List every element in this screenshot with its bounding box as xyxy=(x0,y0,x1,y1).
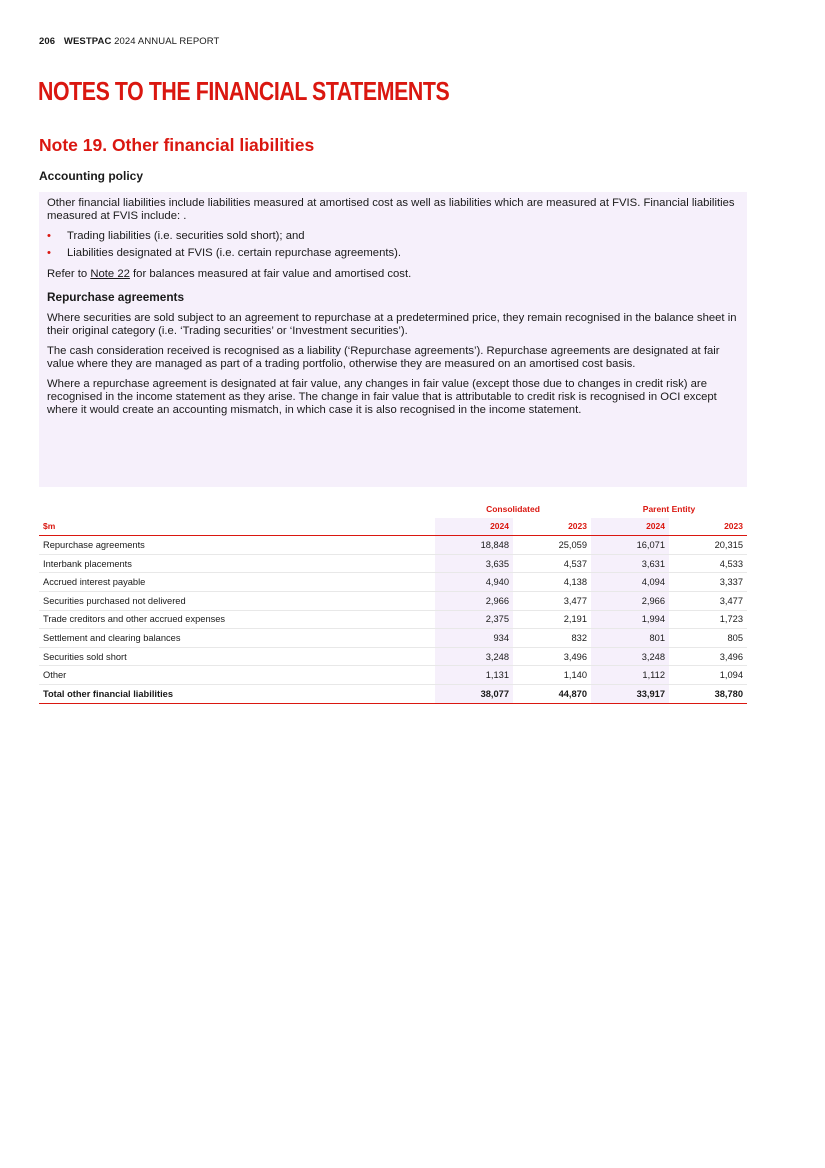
group-consolidated: Consolidated xyxy=(486,503,540,514)
bullet-icon: • xyxy=(47,247,51,259)
cell-value: 4,940 xyxy=(435,573,513,592)
empty-header-cell xyxy=(39,500,435,518)
cell-value: 1,131 xyxy=(435,666,513,685)
cell-value: 3,248 xyxy=(591,647,669,666)
row-label: Other xyxy=(39,666,435,685)
repo-paragraph: The cash consideration received is recognised as a liability (‘Repurchase agreements’). Repurchase agreements are designated at fair value where they are managed as part of a trading portfolio, otherwise they are measured on an amortised cost basis. xyxy=(47,345,720,370)
total-value: 33,917 xyxy=(591,684,669,703)
financial-liabilities-table xyxy=(39,500,747,704)
cell-value: 4,533 xyxy=(669,554,747,573)
cell-value: 4,138 xyxy=(513,573,591,592)
total-label: Total other financial liabilities xyxy=(39,684,435,703)
list-item xyxy=(47,230,739,243)
group-parent-entity: Parent Entity xyxy=(642,503,696,514)
note-title: Note 19. Other financial liabilities xyxy=(39,135,315,155)
cell-value: 3,337 xyxy=(669,573,747,592)
bullet-text: Trading liabilities (i.e. securities sold short); and xyxy=(67,230,305,242)
table-row xyxy=(39,666,747,685)
row-label: Securities sold short xyxy=(39,647,435,666)
table-row xyxy=(39,554,747,573)
repo-paragraph: Where securities are sold subject to an agreement to repurchase at a predetermined price, they remain recognised in the balance sheet in their original category (i.e. ‘Trading securities’ or ‘Investment securities’). xyxy=(47,312,737,337)
cell-value: 2,191 xyxy=(513,610,591,629)
refer-after: for balances measured at fair value and amortised cost. xyxy=(129,268,412,280)
page-number: 206 xyxy=(39,36,56,47)
cell-value: 2,375 xyxy=(435,610,513,629)
table-row xyxy=(39,573,747,592)
cell-value: 934 xyxy=(435,629,513,648)
table-row xyxy=(39,610,747,629)
cell-value: 25,059 xyxy=(513,536,591,555)
cell-value: 4,537 xyxy=(513,554,591,573)
page-header xyxy=(39,36,219,47)
section-title: NOTES TO THE FINANCIAL STATEMENTS xyxy=(38,76,450,106)
bullet-icon: • xyxy=(47,230,51,242)
year-header: 2023 xyxy=(513,518,591,536)
unit-header: $m xyxy=(39,518,435,536)
cell-value: 20,315 xyxy=(669,536,747,555)
table-row xyxy=(39,536,747,555)
row-label: Securities purchased not delivered xyxy=(39,591,435,610)
repo-heading: Repurchase agreements xyxy=(47,290,185,304)
table-row xyxy=(39,647,747,666)
bullet-text: Liabilities designated at FVIS (i.e. certain repurchase agreements). xyxy=(67,247,402,259)
cell-value: 4,094 xyxy=(591,573,669,592)
cell-value: 2,966 xyxy=(591,591,669,610)
cell-value: 805 xyxy=(669,629,747,648)
cell-value: 16,071 xyxy=(591,536,669,555)
total-value: 38,780 xyxy=(669,684,747,703)
refer-before: Refer to xyxy=(47,268,91,280)
row-label: Repurchase agreements xyxy=(39,536,435,555)
report-name: 2024 ANNUAL REPORT xyxy=(114,36,220,47)
row-label: Settlement and clearing balances xyxy=(39,629,435,648)
total-value: 38,077 xyxy=(435,684,513,703)
accounting-policy-box xyxy=(39,192,747,487)
cell-value: 2,966 xyxy=(435,591,513,610)
cell-value: 1,994 xyxy=(591,610,669,629)
cell-value: 3,631 xyxy=(591,554,669,573)
note-22-link[interactable]: Note 22 xyxy=(90,268,130,280)
total-value: 44,870 xyxy=(513,684,591,703)
policy-refer xyxy=(47,268,739,281)
cell-value: 3,496 xyxy=(669,647,747,666)
cell-value: 3,635 xyxy=(435,554,513,573)
year-header: 2024 xyxy=(435,518,513,536)
cell-value: 3,477 xyxy=(669,591,747,610)
row-label: Trade creditors and other accrued expenses xyxy=(39,610,435,629)
cell-value: 1,112 xyxy=(591,666,669,685)
cell-value: 3,496 xyxy=(513,647,591,666)
cell-value: 3,477 xyxy=(513,591,591,610)
brand-name: WESTPAC xyxy=(63,36,112,47)
table-year-header xyxy=(39,518,747,536)
cell-value: 1,723 xyxy=(669,610,747,629)
cell-value: 801 xyxy=(591,629,669,648)
cell-value: 1,094 xyxy=(669,666,747,685)
cell-value: 832 xyxy=(513,629,591,648)
year-header: 2024 xyxy=(591,518,669,536)
row-label: Accrued interest payable xyxy=(39,573,435,592)
table-row xyxy=(39,591,747,610)
repo-paragraph: Where a repurchase agreement is designated at fair value, any changes in fair value (except those due to changes in credit risk) are recognised in the income statement as they arise. The change in fair value that is attributable to credit risk is recognised in OCI except where it would create an accounting mismatch, in which case it is also recognised in the income statement. xyxy=(47,378,717,416)
policy-heading: Accounting policy xyxy=(39,169,144,183)
cell-value: 1,140 xyxy=(513,666,591,685)
table-row xyxy=(39,629,747,648)
year-header: 2023 xyxy=(669,518,747,536)
list-item xyxy=(47,247,739,260)
total-row xyxy=(39,684,747,703)
cell-value: 18,848 xyxy=(435,536,513,555)
cell-value: 3,248 xyxy=(435,647,513,666)
policy-bullet-list xyxy=(47,230,739,260)
table-group-header xyxy=(39,500,747,518)
policy-intro: Other financial liabilities include liabilities measured at amortised cost as well as liabilities which are measured at FVIS. Financial liabilities measured at FVIS include: . xyxy=(47,197,735,222)
row-label: Interbank placements xyxy=(39,554,435,573)
